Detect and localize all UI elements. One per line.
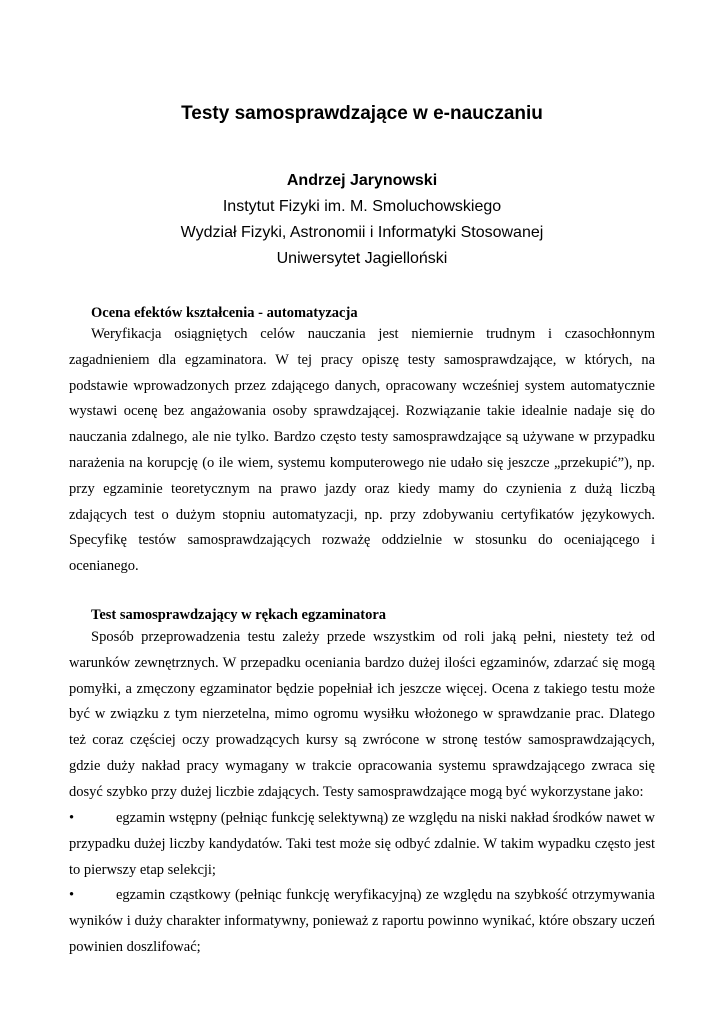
bullet-text: egzamin cząstkowy (pełniąc funkcję weryfikacyjną) ze względu na szybkość otrzymywania wyników i duży charakter informatywny, ponieważ z raportu powinno wynikać, które obszary uczeń powinien doszlifować; [69,887,655,955]
bullet-marker: • [69,887,75,903]
affiliation-institute: Instytut Fizyki im. M. Smoluchowskiego [222,198,502,215]
bullet-text: egzamin wstępny (pełniąc funkcję selektywną) ze względu na niski nakład środków nawet w przypadku dużej liczby kandydatów. Taki test może się odbyć zdalnie. W takim wypadku często jest to pierwszy etap selekcji; [69,810,655,878]
author-name: Andrzej Jarynowski [286,172,438,189]
section-paragraph-assessment: Weryfikacja osiągniętych celów nauczania jest niemiernie trudnym i czasochłonnym zagadnieniem dla egzaminatora. W tej pracy opiszę testy samosprawdzające, w których, na podstawie wprowadzonych przez zdającego danych, opracowany wcześniej system automatycznie wystawi ocenę bez angażowania osoby sprawdzającej. Rozwiązanie takie idealnie nadaje się do nauczania zdalnego, ale nie tylko. Bardzo często testy samosprawdzające są używane w przypadku narażenia na korupcję (o ile wiem, systemu komputerowego nie udało się jeszcze „przekupić”), np. przy egzaminie teoretycznym na prawo jazdy oraz kiedy mamy do czynienia z dużą liczbą zdających test o dużym stopniu automatyzacji, np. przy zdobywaniu certyfikatów językowych. Specyfikę testów samosprawdzających rozważę oddzielnie w stosunku do oceniającego i ocenianego. [69,326,655,575]
document-title: Testy samosprawdzające w e-nauczaniu [181,103,543,124]
affiliation-faculty: Wydział Fizyki, Astronomii i Informatyki Stosowanej [180,224,544,241]
bullet-marker: • [69,810,75,826]
section-heading-assessment: Ocena efektów kształcenia - automatyzacja [91,305,358,321]
list-item [69,883,655,960]
author-block [0,168,724,272]
section-heading-examiner: Test samosprawdzający w rękach egzaminatora [91,607,387,623]
section-paragraph-examiner: Sposób przeprowadzenia testu zależy przede wszystkim od roli jaką pełni, niestety też od warunków zewnętrznych. W przepadku oceniania bardzo dużej ilości egzaminów, zdarzać się mogą pomyłki, a zmęczony egzaminator będzie popełniał ich jeszcze więcej. Ocena z takiego testu może być w związku z tym nierzetelna, mimo ogromu wysiłku włożonego w sprawdzanie prac. Dlatego też coraz częściej oczy prowadzących kursy są zwrócone w stronę testów samosprawdzających, gdzie duży nakład pracy wymagany w trakcie opracowania systemu sprawdzającego zwraca się dosyć szybko przy dużej liczbie zdających. Testy samosprawdzające mogą być wykorzystane jako: [69,629,655,800]
affiliation-university: Uniwersytet Jagielloński [276,250,448,267]
list-item [69,806,655,883]
